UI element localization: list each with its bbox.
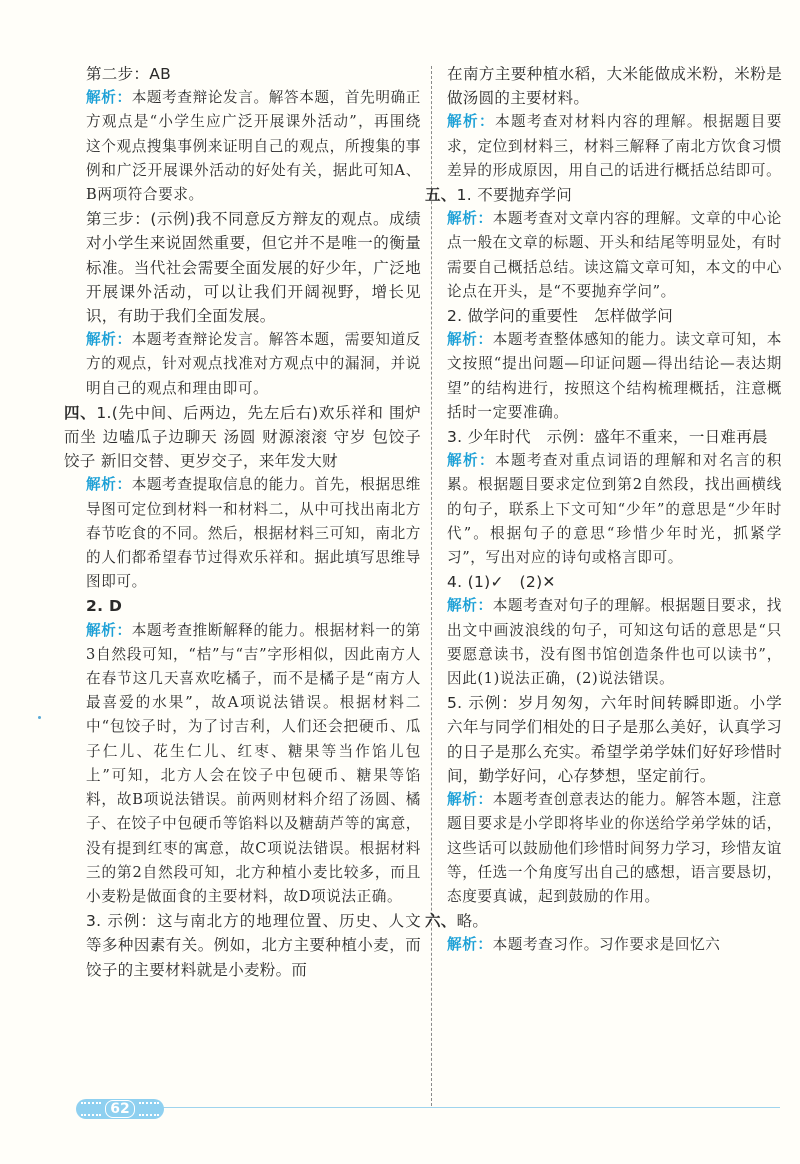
q3-analysis: 解析：本题考查对材料内容的理解。根据题目要求，定位到材料三，材料三解释了南北方饮食习惯差异的形成原因，用自己的话进行概括总结即可。	[447, 113, 782, 179]
q5-2-answer: 2. 做学问的重要性 怎样做学问	[447, 307, 674, 326]
q6-analysis: 解析：本题考查习作。习作要求是回忆六	[447, 936, 721, 954]
footer-rule	[90, 1107, 780, 1108]
analysis-tag: 解析：	[447, 597, 493, 615]
q2-answer: 2. D	[86, 597, 123, 616]
step2-answer: 第二步：AB	[86, 65, 172, 83]
analysis-tag: 解析：	[447, 331, 493, 349]
q5-5-answer: 5. 示例：岁月匆匆，六年时间转瞬即逝。小学六年与同学们相处的日子是那么美好，认真学习的日子是那么充实。希望学弟学妹们好好珍惜时间，勤学好问，心存梦想，坚定前行。	[447, 694, 782, 785]
page-number-badge	[76, 1099, 164, 1119]
section-4-q1: 四、1.(先中间、后两边，先左后右)欢乐祥和 围炉而坐 边嗑瓜子边聊天 汤圆 财源滚滚 守岁 包饺子 饺子 新旧交替、更岁交子，来年发大财	[64, 403, 421, 471]
q2-analysis: 解析：本题考查推断解释的能力。根据材料一的第3自然段可知，“桔”与“吉”字形相似，因此南方人在春节这几天喜欢吃橘子，而不是橘子是“南方人最喜爱的水果”，故A项说法错误。根据材料二中“包饺子时，为了讨吉利，人们还会把硬币、瓜子仁儿、花生仁儿、红枣、糖果等当作馅儿包上”可知，北方人会在饺子中包硬币、糖果等馅料，故B项说法错误。前两则材料介绍了汤圆、橘子、在饺子中包硬币等馅料以及糖葫芦等的寓意，没有提到红枣的寓意，故C项说法错误。根据材料三的第2自然段可知，北方种植小麦比较多，而且小麦粉是做面食的主要材料，故D项说法正确。	[86, 621, 421, 905]
section-5-q1: 五、1. 不要抛弃学问	[425, 186, 573, 205]
stray-dot	[38, 716, 41, 719]
q5-1-analysis: 解析：本题考查对文章内容的理解。文章的中心论点一般在文章的标题、开头和结尾等明显处，有时需要自己概括总结。读这篇文章可知，本文的中心论点在开头，是“不要抛弃学问”。	[447, 210, 782, 300]
section-6: 六、略。	[425, 912, 489, 931]
badge-decoration-left	[81, 1102, 101, 1116]
q3-answer: 3. 示例：这与南北方的地理位置、历史、人文等多种因素有关。例如，北方主要种植小麦，而饺子的主要材料就是小麦粉。而	[86, 912, 421, 979]
q1-analysis: 解析：本题考查提取信息的能力。首先，根据思维导图可定位到材料一和材料二，从中可找出南北方春节吃食的不同。然后，根据材料三可知，南北方的人们都希望春节过得欢乐祥和。据此填写思维导图即可。	[86, 476, 421, 591]
step3-analysis: 解析：本题考查辩论发言。解答本题，需要知道反方的观点，针对观点找准对方观点中的漏洞，并说明自己的观点和理由即可。	[86, 331, 421, 397]
step2-analysis: 解析：本题考查辩论发言。解答本题，首先明确正方观点是“小学生应广泛开展课外活动”，再围绕这个观点搜集事例来证明自己的观点，所搜集的事例和广泛开展课外活动的好处有关，据此可知A、B两项符合要求。	[86, 89, 421, 204]
analysis-tag: 解析：	[447, 113, 495, 131]
q5-5-analysis: 解析：本题考查创意表达的能力。解答本题，注意题目要求是小学即将毕业的你送给学弟学妹的话，这些话可以鼓励他们珍惜时间努力学习，珍惜友谊等，任选一个角度写出自己的感想，语言要恳切，态度要真诚，起到鼓励的作用。	[447, 791, 782, 905]
analysis-tag: 解析：	[447, 791, 493, 809]
section-6-label: 六、	[425, 912, 457, 931]
analysis-tag: 解析：	[86, 331, 132, 349]
analysis-tag: 解析：	[447, 210, 493, 228]
right-column	[425, 62, 782, 958]
analysis-tag: 解析：	[447, 452, 495, 470]
q5-4-analysis: 解析：本题考查对句子的理解。根据题目要求，找出文中画波浪线的句子，可知这句话的意思是“只要愿意读书，没有图书馆创造条件也可以读书”，因此(1)说法正确，(2)说法错误。	[447, 597, 782, 688]
q3-answer-cont: 在南方主要种植水稻，大米能做成米粉，米粉是做汤圆的主要材料。	[447, 65, 782, 108]
q5-3-answer: 3. 少年时代 示例：盛年不重来，一日难再晨	[447, 428, 768, 447]
q5-3-analysis: 解析：本题考查对重点词语的理解和对名言的积累。根据题目要求定位到第2自然段，找出画横线的句子，联系上下文可知“少年”的意思是“少年时代”。根据句子的意思“珍惜少年时光，抓紧学习”，写出对应的诗句或格言即可。	[447, 452, 782, 567]
column-divider	[431, 66, 432, 1106]
step3-answer: 第三步：(示例)我不同意反方辩友的观点。成绩对小学生来说固然重要，但它并不是唯一的衡量标准。当代社会需要全面发展的好少年，广泛地开展课外活动，可以让我们开阔视野，增长见识，有助于我们全面发展。	[86, 210, 421, 326]
analysis-tag: 解析：	[447, 936, 493, 954]
q5-2-analysis: 解析：本题考查整体感知的能力。读文章可知，本文按照“提出问题—印证问题—得出结论—表达期望”的结构进行，按照这个结构梳理概括，注意概括时一定要准确。	[447, 331, 782, 421]
section-5-label: 五、	[425, 186, 457, 205]
left-column	[64, 62, 421, 982]
badge-decoration-right	[139, 1102, 159, 1116]
analysis-tag: 解析：	[86, 476, 132, 494]
analysis-tag: 解析：	[86, 621, 132, 639]
page-number: 62	[105, 1100, 134, 1118]
analysis-tag: 解析：	[86, 89, 132, 107]
q5-4-answer: 4. (1)✓ (2)✕	[447, 573, 556, 592]
section-4-label: 四、	[64, 403, 97, 422]
